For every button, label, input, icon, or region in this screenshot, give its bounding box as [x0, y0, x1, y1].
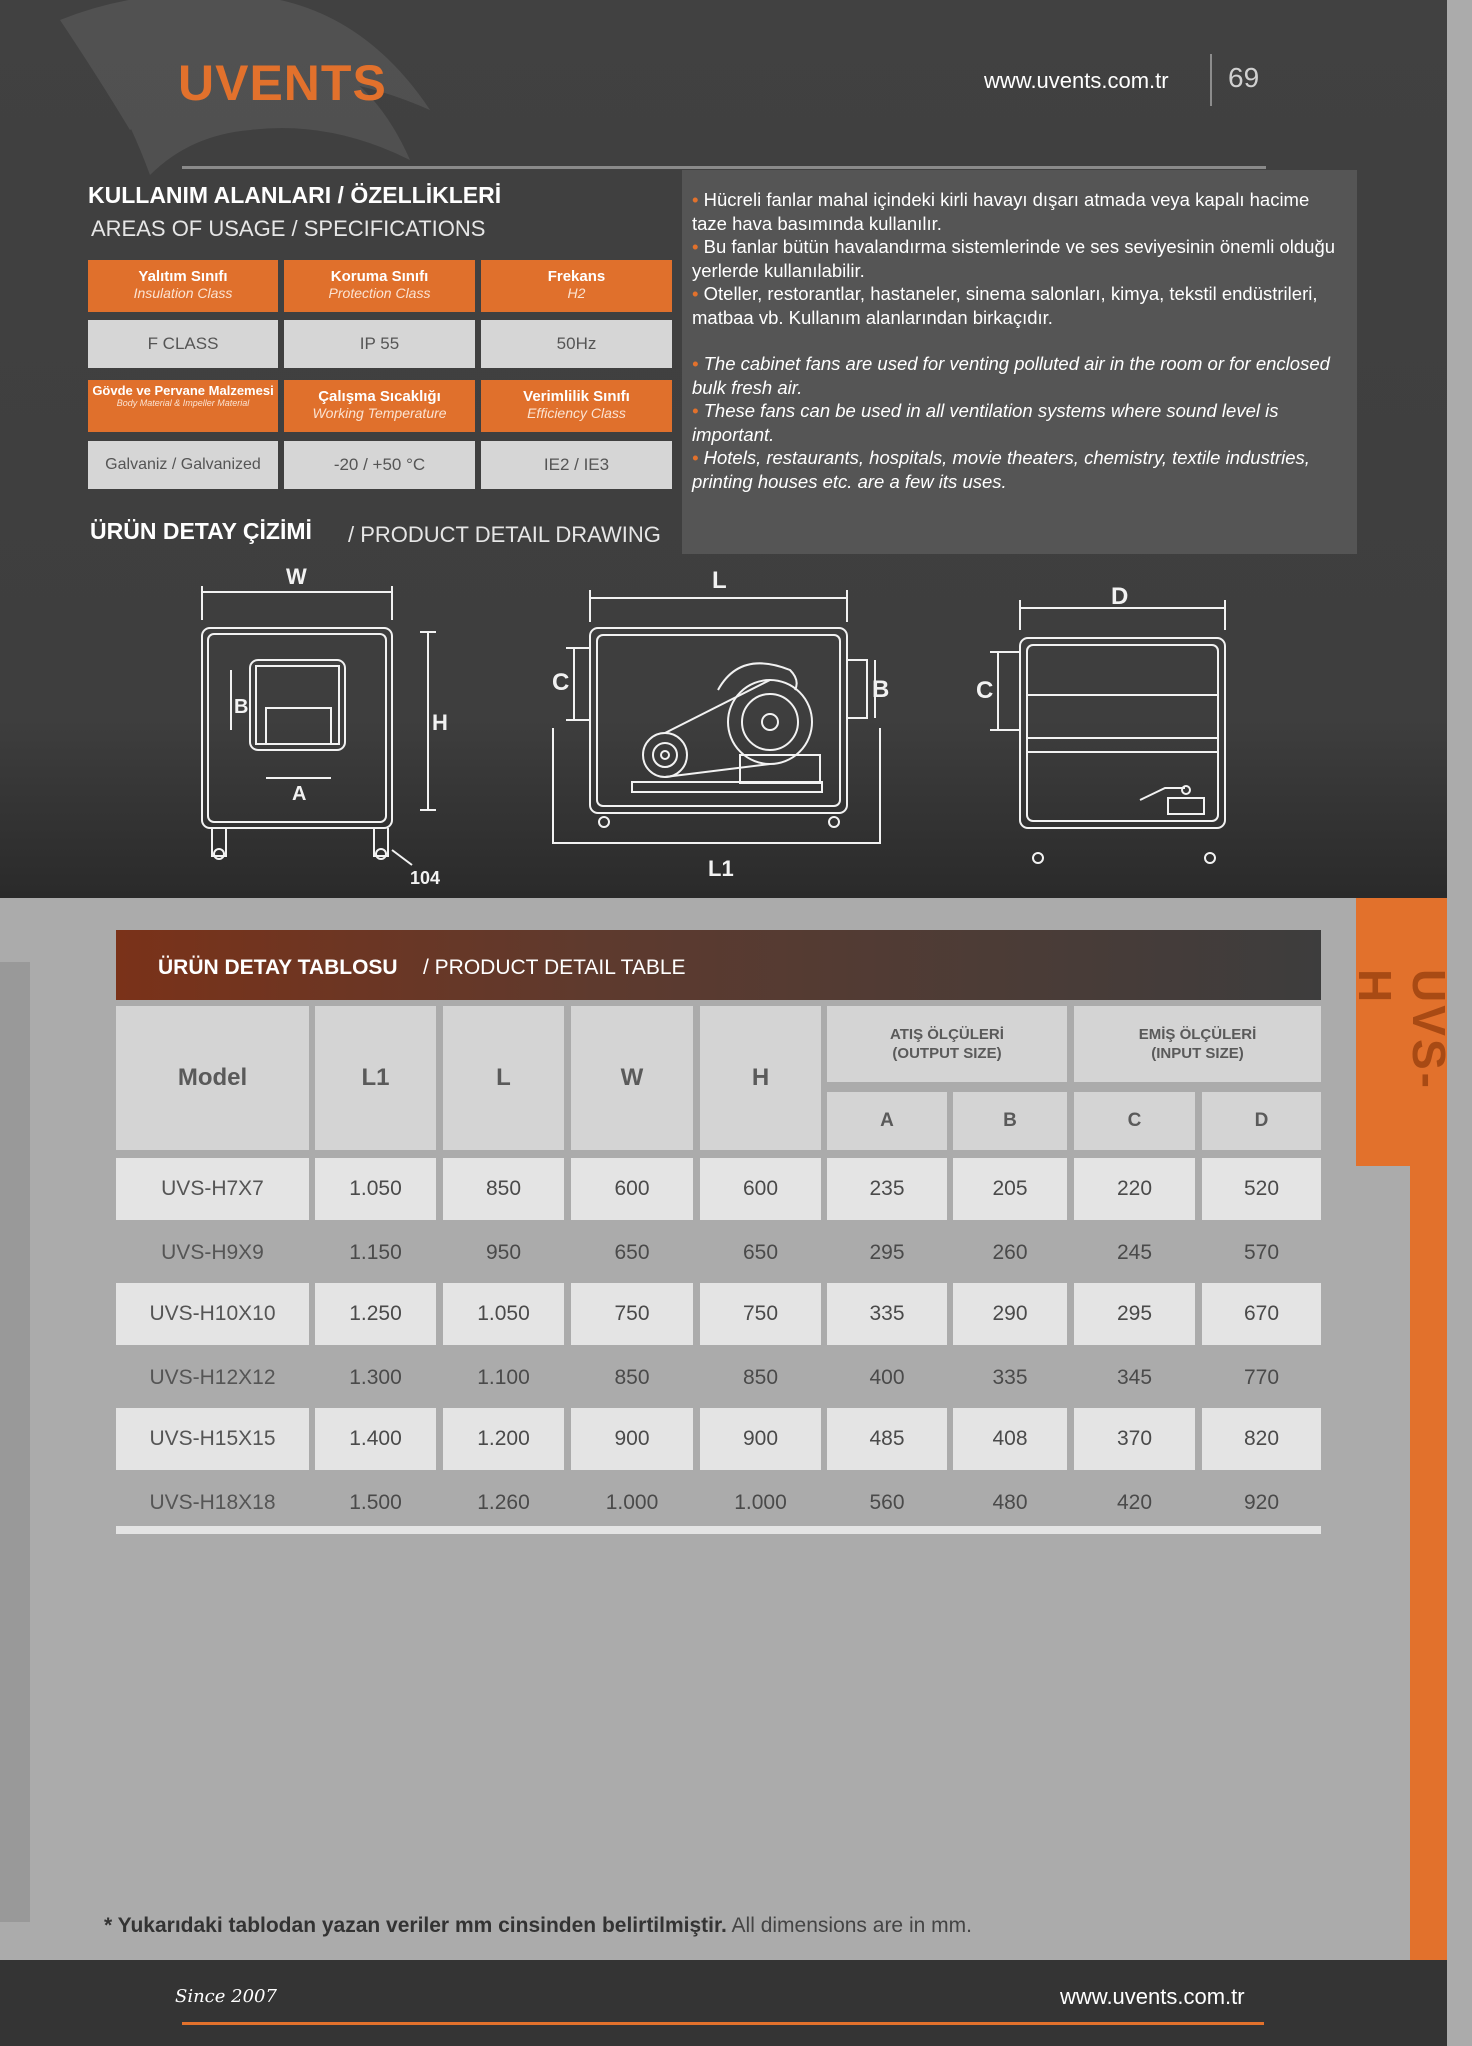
table-cell: 245 [1116, 1241, 1153, 1264]
usage-tr-3: • Oteller, restorantlar, hastaneler, sinema salonları, kimya, tekstil endüstrileri, matbaa vb. Kullanım alanlarından birkaçıdır. [692, 283, 1318, 328]
brand-logo: UVENTS [178, 55, 387, 111]
th-l1: L1 [315, 1006, 436, 1150]
note-en: All dimensions are in mm. [731, 1914, 972, 1937]
table-cell: 1.000 [605, 1491, 659, 1514]
spec-frequency-header [481, 260, 672, 312]
table-cell: 570 [1243, 1241, 1280, 1264]
table-cell: 1.050 [315, 1158, 436, 1220]
spec-insulation-value: F CLASS [88, 320, 278, 368]
header-divider [1210, 54, 1212, 106]
table-cell-model: UVS-H18X18 [149, 1491, 276, 1514]
table-cell: 205 [953, 1158, 1067, 1220]
spec-label-en: Insulation Class [133, 285, 233, 301]
dim-w: W [286, 564, 307, 589]
dimension-note [104, 1914, 972, 1938]
usage-text: Hücreli fanlar mahal içindeki kirli havayı dışarı atmada veya kapalı hacime taze hava basımında kullanılır. [692, 189, 1310, 234]
th-model: Model [116, 1006, 309, 1150]
specs-title: KULLANIM ALANLARI / ÖZELLİKLERİ [88, 182, 502, 208]
spec-label-tr: Frekans [547, 268, 606, 285]
table-cell: 295 [1074, 1283, 1195, 1345]
note-tr: * Yukarıdaki tablodan yazan veriler mm cinsinden belirtilmiştir. [104, 1914, 727, 1937]
spec-material-header [88, 380, 278, 432]
th-input-size: EMİŞ ÖLÇÜLERİ (INPUT SIZE) [1074, 1006, 1321, 1082]
table-cell: 770 [1243, 1366, 1280, 1389]
table-cell: 1.300 [349, 1366, 402, 1389]
table-cell: 950 [485, 1241, 522, 1264]
table-cell: 220 [1074, 1158, 1195, 1220]
table-cell-model: UVS-H7X7 [116, 1158, 309, 1220]
usage-description-box [682, 170, 1357, 554]
th-b: B [953, 1092, 1067, 1150]
spec-temperature-header [284, 380, 475, 432]
table-title: ÜRÜN DETAY TABLOSU [158, 956, 398, 979]
th-w: W [571, 1006, 693, 1150]
table-cell: 650 [614, 1241, 650, 1264]
usage-tr-2: • Bu fanlar bütün havalandırma sistemlerinde ve ses seviyesinin önemli olduğu yerlerde kullanılabilir. [692, 236, 1336, 281]
spec-efficiency-header [481, 380, 672, 432]
table-cell: 750 [700, 1283, 821, 1345]
table-cell: 670 [1202, 1283, 1321, 1345]
left-side-strip [0, 962, 30, 1922]
th-c: C [1074, 1092, 1195, 1150]
usage-text: Bu fanlar bütün havalandırma sistemlerinde ve ses seviyesinin önemli olduğu yerlerde kullanılabilir. [692, 236, 1336, 281]
table-cell: 1.500 [349, 1491, 402, 1514]
table-cell: 335 [992, 1366, 1028, 1389]
dim-h: H [432, 710, 448, 735]
dim-c-back: C [976, 677, 994, 704]
spec-protection-header [284, 260, 475, 312]
product-technical-drawing [0, 560, 1447, 898]
table-cell: 750 [571, 1283, 693, 1345]
th-d: D [1202, 1092, 1321, 1150]
table-cell-model: UVS-H9X9 [161, 1241, 264, 1264]
dim-d: D [1111, 583, 1129, 610]
spec-label-en: Body Material & Impeller Material [116, 398, 250, 408]
table-cell: 1.000 [734, 1491, 787, 1514]
spec-label-tr: Çalışma Sıcaklığı [318, 388, 441, 405]
usage-en-3: • Hotels, restaurants, hospitals, movie theaters, chemistry, textile industries, printing houses etc. are a few its uses. [692, 447, 1310, 492]
table-cell: 900 [700, 1408, 821, 1470]
table-cell: 850 [614, 1366, 650, 1389]
spec-frequency-value: 50Hz [481, 320, 672, 368]
top-section [0, 0, 1447, 898]
spec-material-value: Galvaniz / Galvanized [88, 441, 278, 489]
drawing-subtitle: / PRODUCT DETAIL DRAWING [348, 522, 661, 547]
th-l: L [443, 1006, 564, 1150]
table-cell: 420 [1116, 1491, 1153, 1514]
table-cell: 295 [869, 1241, 905, 1264]
th-a: A [827, 1092, 947, 1150]
spec-label-en: Efficiency Class [527, 405, 626, 421]
dim-a: A [292, 783, 307, 805]
table-cell: 850 [443, 1158, 564, 1220]
spec-efficiency-value: IE2 / IE3 [481, 441, 672, 489]
dim-b-side: B [872, 676, 890, 703]
usage-text: These fans can be used in all ventilation systems where sound level is important. [692, 400, 1279, 445]
table-cell: 408 [953, 1408, 1067, 1470]
dim-b: B [234, 696, 249, 718]
dim-c-side: C [552, 669, 570, 696]
table-cell: 400 [869, 1366, 905, 1389]
table-cell: 290 [953, 1283, 1067, 1345]
table-cell: 600 [571, 1158, 693, 1220]
dim-l: L [712, 567, 727, 594]
footer-website-link[interactable]: www.uvents.com.tr [1060, 1984, 1245, 2009]
table-cell: 1.250 [315, 1283, 436, 1345]
table-cell: 1.100 [477, 1366, 530, 1389]
table-cell: 650 [742, 1241, 779, 1264]
dim-foot: 104 [410, 868, 441, 888]
th-h: H [700, 1006, 821, 1150]
table-cell: 1.050 [443, 1283, 564, 1345]
usage-spacer [692, 329, 1349, 352]
table-cell-model: UVS-H12X12 [149, 1366, 276, 1389]
dim-l1: L1 [708, 856, 734, 881]
table-cell: 480 [992, 1491, 1028, 1514]
page-number: 69 [1228, 62, 1260, 93]
table-cell: 900 [571, 1408, 693, 1470]
table-cell: 1.200 [443, 1408, 564, 1470]
side-tab-label: UVS-H [1349, 969, 1455, 1091]
table-cell-model: UVS-H10X10 [116, 1283, 309, 1345]
table-cell: 1.260 [477, 1491, 530, 1514]
table-subtitle: / PRODUCT DETAIL TABLE [423, 956, 686, 979]
spec-label-en: Working Temperature [312, 405, 447, 421]
table-cell: 335 [827, 1283, 947, 1345]
table-cell: 485 [827, 1408, 947, 1470]
table-cell: 560 [869, 1491, 905, 1514]
table-cell: 820 [1202, 1408, 1321, 1470]
spec-label-tr: Koruma Sınıfı [330, 268, 429, 285]
usage-en-1: • The cabinet fans are used for venting polluted air in the room or for enclosed bulk fresh air. [692, 353, 1330, 398]
th-output-size: ATIŞ ÖLÇÜLERİ (OUTPUT SIZE) [827, 1006, 1067, 1082]
specs-subtitle: AREAS OF USAGE / SPECIFICATIONS [91, 216, 486, 241]
spec-insulation-header [88, 260, 278, 312]
spec-label-en: H2 [567, 285, 586, 301]
usage-tr-1: • Hücreli fanlar mahal içindeki kirli havayı dışarı atmada veya kapalı hacime taze hava basımında kullanılır. [692, 189, 1310, 234]
table-cell: 920 [1243, 1491, 1280, 1514]
table-cell: 370 [1074, 1408, 1195, 1470]
table-cell: 1.400 [315, 1408, 436, 1470]
table-cell: 260 [992, 1241, 1028, 1264]
spec-label-tr: Gövde ve Pervane Malzemesi [92, 383, 274, 398]
table-cell: 235 [827, 1158, 947, 1220]
header-rule [182, 166, 1266, 169]
table-cell: 600 [700, 1158, 821, 1220]
usage-text: Oteller, restorantlar, hastaneler, sinema salonları, kimya, tekstil endüstrileri, matbaa vb. Kullanım alanlarından birkaçıdır. [692, 283, 1318, 328]
table-cell-model: UVS-H15X15 [116, 1408, 309, 1470]
drawing-title: ÜRÜN DETAY ÇİZİMİ [90, 518, 312, 544]
table-cell: 345 [1116, 1366, 1153, 1389]
usage-text: The cabinet fans are used for venting polluted air in the room or for enclosed bulk fresh air. [692, 353, 1330, 398]
spec-label-tr: Yalıtım Sınıfı [138, 268, 228, 285]
right-side-strip [1410, 1166, 1447, 1960]
table-cell: 1.150 [349, 1241, 402, 1264]
spec-temperature-value: -20 / +50 °C [284, 441, 475, 489]
since-label: Since 2007 [175, 1986, 277, 2007]
website-link[interactable]: www.uvents.com.tr [984, 68, 1169, 93]
footer-rule [182, 2022, 1264, 2025]
spec-label-en: Protection Class [328, 285, 431, 301]
table-bottom-rule [116, 1526, 1321, 1534]
spec-protection-value: IP 55 [284, 320, 475, 368]
usage-en-2: • These fans can be used in all ventilation systems where sound level is important. [692, 400, 1279, 445]
spec-label-tr: Verimlilik Sınıfı [523, 388, 630, 405]
usage-text: Hotels, restaurants, hospitals, movie theaters, chemistry, textile industries, printing houses etc. are a few its uses. [692, 447, 1310, 492]
table-cell: 520 [1202, 1158, 1321, 1220]
table-cell: 850 [742, 1366, 779, 1389]
